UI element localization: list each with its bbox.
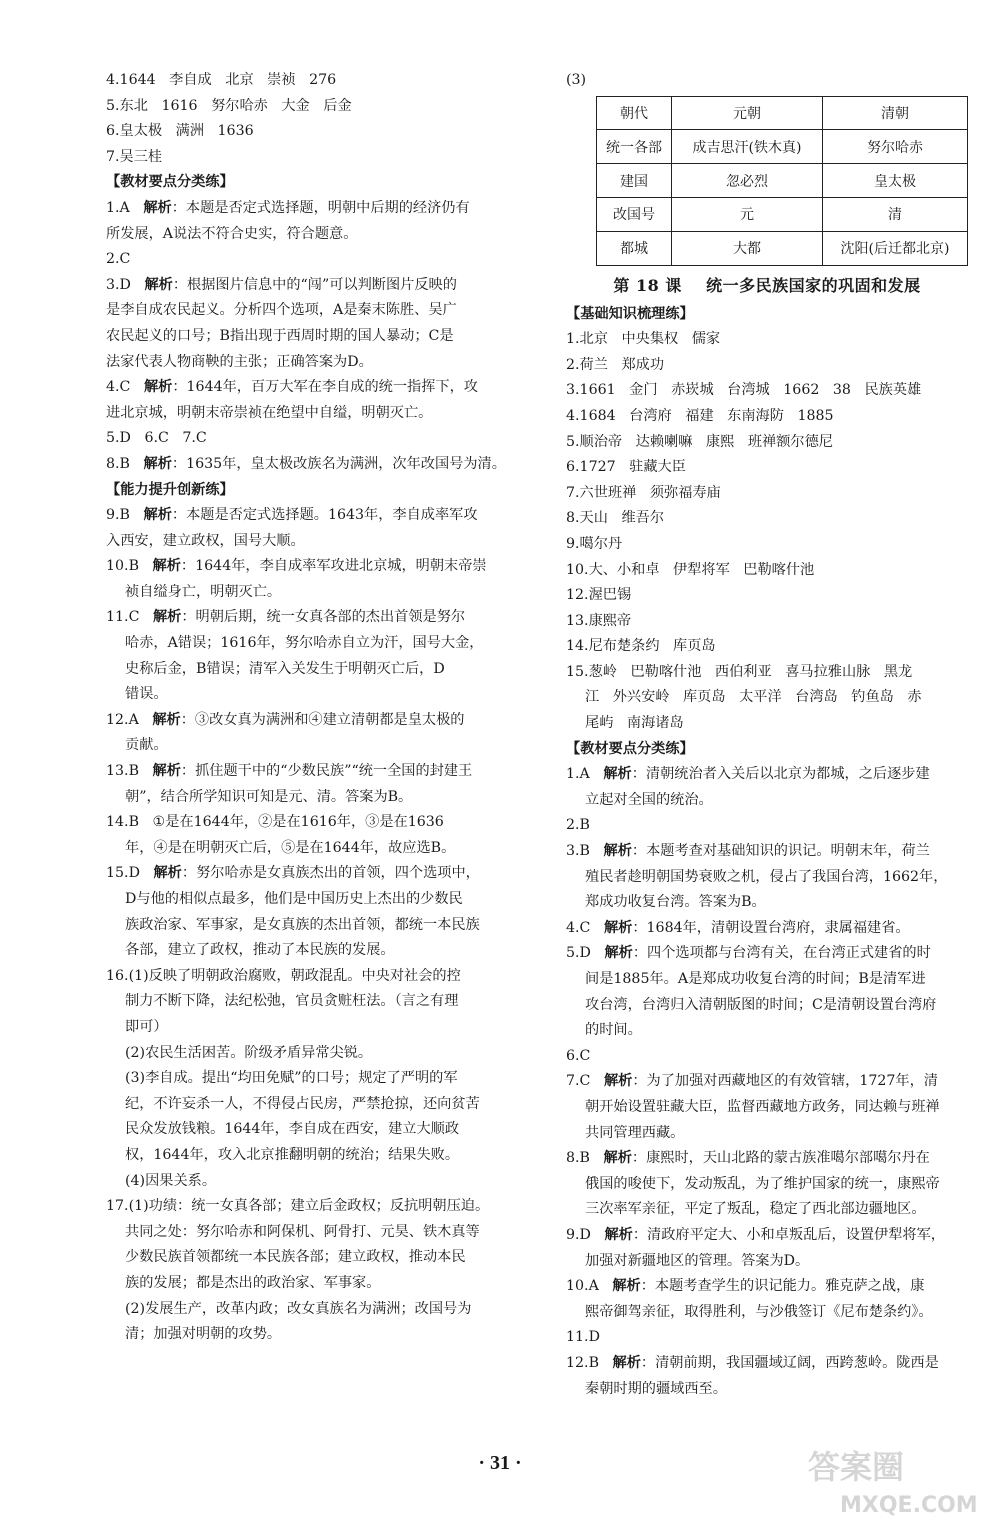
analysis-label: 解析 [604,1226,633,1243]
table-label: (3) [566,72,587,88]
answer-item [566,1274,968,1300]
answer-key: 4.C [566,919,591,936]
text-line: 8.天山 维吾尔 [566,510,665,527]
text-line: 9.噶尔丹 [566,535,623,552]
page-number: · 31 · [478,1452,522,1474]
text-line: 史称后金，B错误；清军入关发生于明朝灭亡后，D [125,660,445,677]
text-line: 祯自缢身亡，明朝灭亡。 [125,583,282,600]
answer-key: 8.B [106,455,130,472]
answer-key: 8.B [566,1150,590,1167]
analysis-label: 解析 [152,558,181,575]
table-cell: 元朝 [672,96,823,130]
section-heading: 【能力提升创新练】 [106,481,234,498]
text-line: 三次率军亲征，平定了叛乱，稳定了西北部边疆地区。 [585,1201,926,1218]
analysis-label: 解析 [143,507,172,524]
table-cell: 都城 [597,231,672,265]
table-row [597,231,968,265]
analysis-text: ：抓住题干中的“少数民族”“统一全国的封建王 [180,763,473,780]
text-line: 贡献。 [125,737,168,754]
table-cell: 忽必烈 [672,164,823,198]
text-line: 5.东北 1616 努尔哈赤 大金 后金 [106,97,352,114]
analysis-label: 解析 [603,766,632,783]
answer-item [106,452,538,478]
answer-item [106,605,538,631]
answer-key: 12.B [566,1354,599,1371]
analysis-text: ：清朝统治者入关后以北京为都城，之后逐步建 [631,766,930,783]
text-line: D与他的相似点最多，他们是中国历史上杰出的少数民 [125,891,463,907]
text-line: 纪，不许妄杀一人，不得侵占民房，严禁抢掠，还向贫苦 [125,1095,480,1112]
analysis-text: ：本题是否定式选择题。1643年，李自成率军攻 [171,507,478,524]
analysis-text: ①是在1644年，②是在1616年，③是在1636 [152,814,444,831]
analysis-label: 解析 [143,379,173,396]
table-cell: 沈阳(后迁都北京) [823,231,968,265]
table-cell: 建国 [597,164,672,198]
text-line: 13.康熙帝 [566,612,632,629]
analysis-text: ：1644年，百万大军在李自成的统一指挥下，攻 [172,379,478,396]
analysis-label: 解析 [152,763,181,780]
analysis-text: ：四个选项都与台湾有关，在台湾正式建省的时 [632,945,931,962]
table-cell: 改国号 [597,197,672,231]
text-line: 法家代表人物商鞅的主张；正确答案为D。 [106,353,373,370]
text-line: 朝开始设置驻藏大臣，监督西藏地方政务，同达赖与班禅 [585,1098,940,1115]
text-line: 江 外兴安岭 库页岛 太平洋 台湾岛 钓鱼岛 赤 [585,689,922,706]
answer-item [106,196,538,222]
analysis-text: ：本题是否定式选择题，明朝中后期的经济仍有 [171,199,470,216]
answer-key: 15.D [106,865,140,882]
answer-item [566,941,968,967]
text-line: 12.渥巴锡 [566,587,632,604]
text-line: 殖民者趁明朝国势衰败之机，侵占了我国台湾，1662年， [585,868,948,885]
text-line: 11.D [566,1329,600,1346]
analysis-text: ：努尔哈赤是女真族杰出的首领，四个选项中， [181,865,480,882]
answer-key: 10.B [106,558,139,575]
text-line: 所发展，A说法不符合史实，符合题意。 [106,225,358,242]
text-line: 间是1885年。A是郑成功收复台湾的时间；B是清军进 [585,971,926,988]
answer-key: 5.D [566,945,591,962]
analysis-text: ：1684年，清朝设置台湾府，隶属福建省。 [632,919,910,936]
text-line: 族政治家、军事家，是女真族的杰出首领，都统一本民族 [125,916,480,933]
text-line: 2.B [566,817,590,834]
answer-item [106,861,538,887]
section-heading: 【教材要点分类练】 [106,174,234,191]
table-cell: 成吉思汗(铁木真) [672,130,823,164]
text-line: 7.吴三桂 [106,148,163,165]
watermark-logo [800,1440,990,1520]
answer-key: 3.B [566,843,590,860]
answer-item [566,1069,968,1095]
table-cell: 统一各部 [597,130,672,164]
text-line: 1.北京 中央集权 儒家 [566,331,721,348]
text-line: 2.C [106,251,131,268]
dynasty-comparison-table [596,96,968,266]
answer-key: 1.A [106,199,130,216]
analysis-label: 解析 [603,1073,633,1090]
text-line: 年，④是在明朝灭亡后，⑤是在1644年，故应选B。 [125,839,456,856]
analysis-label: 解析 [143,199,172,216]
text-line: 6.C [566,1047,591,1064]
answer-key: 12.A [106,711,139,728]
text-line: 俄国的唆使下，发动叛乱，为了维护国家的统一，康熙帝 [585,1175,940,1192]
analysis-label: 解析 [604,945,633,962]
text-line: 15.葱岭 巴勒喀什池 西伯利亚 喜马拉雅山脉 黑龙 [566,663,913,680]
text-line: 6.1727 驻藏大臣 [566,459,686,476]
text-line: 清；加强对明朝的攻势。 [125,1326,282,1343]
table-cell: 清朝 [823,96,968,130]
table-cell: 大都 [672,231,823,265]
text-line: 5.顺治帝 达赖喇嘛 康熙 班禅额尔德尼 [566,433,833,450]
answer-key: 11.C [106,609,140,626]
text-line: 错误。 [125,686,168,703]
answer-key: 13.B [106,763,139,780]
answer-key: 3.D [106,276,131,293]
table-cell: 元 [672,197,823,231]
answer-item [106,273,538,299]
answer-item [106,759,538,785]
text-line: 4.1684 台湾府 福建 东南海防 1885 [566,407,834,424]
answer-item [566,916,968,942]
text-line: 权，1644年，攻入北京推翻明朝的统治；结果失败。 [125,1146,460,1163]
answer-item [566,1223,968,1249]
table-cell: 努尔哈赤 [823,130,968,164]
text-line: 进北京城，明朝末帝崇祯在绝望中自缢，明朝灭亡。 [106,404,433,421]
analysis-label: 解析 [612,1278,641,1295]
text-line: 郑成功收复台湾。答案为B。 [585,894,766,911]
analysis-label: 解析 [603,843,632,860]
text-line: (2)发展生产，改革内政；改女真族名为满洲；改国号为 [125,1300,472,1317]
text-line: 加强对新疆地区的管理。答案为D。 [585,1252,810,1269]
table-row [597,96,968,130]
text-line: 的时间。 [585,1022,642,1039]
text-line: 少数民族首领都统一本民族各部；建立政权，推动本民 [125,1249,466,1266]
text-line: 共同之处：努尔哈赤和阿保机、阿骨打、元昊、铁木真等 [125,1223,480,1240]
analysis-label: 解析 [603,1150,632,1167]
table-cell: 皇太极 [823,164,968,198]
analysis-label: 解析 [144,276,173,293]
answer-key: 1.A [566,766,590,783]
answer-key: 9.B [106,507,130,524]
answer-key: 7.C [566,1073,591,1090]
watermark-brand: 答案圈 [808,1448,905,1486]
analysis-text: ：为了加强对西藏地区的有效管辖，1727年，清 [632,1073,938,1090]
analysis-label: 解析 [152,609,182,626]
text-line: 17.(1)功绩：统一女真各部；建立后金政权；反抗明朝压迫。 [106,1198,490,1215]
answer-key: 9.D [566,1226,591,1243]
answer-item [106,708,538,734]
table-cell: 朝代 [597,96,672,130]
text-line: 3.1661 金门 赤崁城 台湾城 1662 38 民族英雄 [566,382,922,399]
answer-item [106,375,538,401]
text-line: 制力不断下降，法纪松弛，官员贪赃枉法。（言之有理 [125,993,459,1010]
right-column [566,68,968,1402]
table-row [597,197,968,231]
analysis-text: ：本题考查对基础知识的识记。明朝末年，荷兰 [631,843,930,860]
text-line: 6.皇太极 满洲 1636 [106,123,254,140]
left-column [106,68,538,1348]
text-line: 民众发放钱粮。1644年，李自成在西安，建立大顺政 [125,1121,460,1138]
right-answer-list [566,302,968,1403]
text-line: 各部，建立了政权，推动了本民族的发展。 [125,942,395,959]
text-line: 熙帝御驾亲征，取得胜利，与沙俄签订《尼布楚条约》。 [585,1303,933,1320]
analysis-label: 解析 [152,711,181,728]
section-heading: 【基础知识梳理练】 [566,305,694,322]
lesson-title: 第 18 课 统一多民族国家的巩固和发展 [613,275,921,295]
analysis-label: 解析 [612,1354,641,1371]
answer-item [106,503,538,529]
answer-item [566,839,968,865]
text-line: 16.(1)反映了明朝政治腐败，朝政混乱。中央对社会的控 [106,967,461,984]
text-line: (3)李自成。提出“均田免赋”的口号；规定了严明的军 [125,1070,458,1087]
text-line: 5.D 6.C 7.C [106,430,207,447]
text-line: 尾屿 南海诸岛 [585,715,684,732]
text-line: 即可） [125,1018,168,1035]
text-line: 7.六世班禅 须弥福寿庙 [566,484,721,501]
table-row [597,130,968,164]
analysis-label: 解析 [153,865,182,882]
answer-key: 14.B [106,814,139,831]
answer-item [566,1351,968,1377]
text-line: 族的发展；都是杰出的政治家、军事家。 [125,1274,381,1291]
watermark-url: MXQE.COM [840,1493,978,1518]
table-row [597,164,968,198]
text-line: 哈赤，A错误；1616年，努尔哈赤自立为汗，国号大金， [125,635,484,652]
answer-item [106,810,538,836]
text-line: 14.尼布楚条约 库页岛 [566,638,716,655]
text-line: 2.荷兰 郑成功 [566,356,665,373]
text-line: 农民起义的口号；B指出现于西周时期的国人暴动；C是 [106,327,454,344]
analysis-label: 解析 [603,919,633,936]
analysis-text: ：康熙时，天山北路的蒙古族准噶尔部噶尔丹在 [631,1150,930,1167]
answer-key: 4.C [106,379,131,396]
text-line: (4)因果关系。 [125,1172,217,1189]
analysis-label: 解析 [143,455,172,472]
text-line: 4.1644 李自成 北京 崇祯 276 [106,72,337,88]
section-heading: 【教材要点分类练】 [566,740,694,757]
analysis-text: ：根据图片信息中的“闯”可以判断图片反映的 [172,276,457,293]
text-line: 共同管理西藏。 [585,1124,685,1141]
analysis-text: ：清政府平定大、小和卓叛乱后，设置伊犁将军， [632,1226,945,1243]
text-line: 朝”，结合所学知识可知是元、清。答案为B。 [125,788,413,805]
answer-item [106,554,538,580]
text-line: 入西安，建立政权，国号大顺。 [106,532,305,549]
text-line: 是李自成农民起义。分析四个选项，A是秦末陈胜、吴广 [106,302,457,319]
text-line: 秦朝时期的疆域西至。 [585,1380,727,1397]
text-line: 攻台湾，台湾归入清朝版图的时间；C是清朝设置台湾府 [585,996,937,1013]
text-line: 10.大、小和卓 伊犁将军 巴勒喀什池 [566,561,815,578]
text-line: (2)农民生活困苦。阶级矛盾异常尖锐。 [125,1044,373,1061]
answer-key: 10.A [566,1278,599,1295]
analysis-text: ：1635年，皇太极改族名为满洲，次年改国号为清。 [171,455,506,472]
analysis-text: ：清朝前期，我国疆域辽阔，西跨葱岭。陇西是 [640,1354,939,1371]
analysis-text: ：本题考查学生的识记能力。雅克萨之战，康 [640,1278,925,1295]
table-cell: 清 [823,197,968,231]
analysis-text: ：明朝后期，统一女真各部的杰出首领是努尔 [181,609,466,626]
text-line: 立起对全国的统治。 [585,791,713,808]
analysis-text: ：1644年，李自成率军攻进北京城，明朝末帝崇 [180,558,487,575]
answer-item [566,1146,968,1172]
answer-item [566,762,968,788]
analysis-text: ：③改女真为满洲和④建立清朝都是皇太极的 [180,711,465,728]
